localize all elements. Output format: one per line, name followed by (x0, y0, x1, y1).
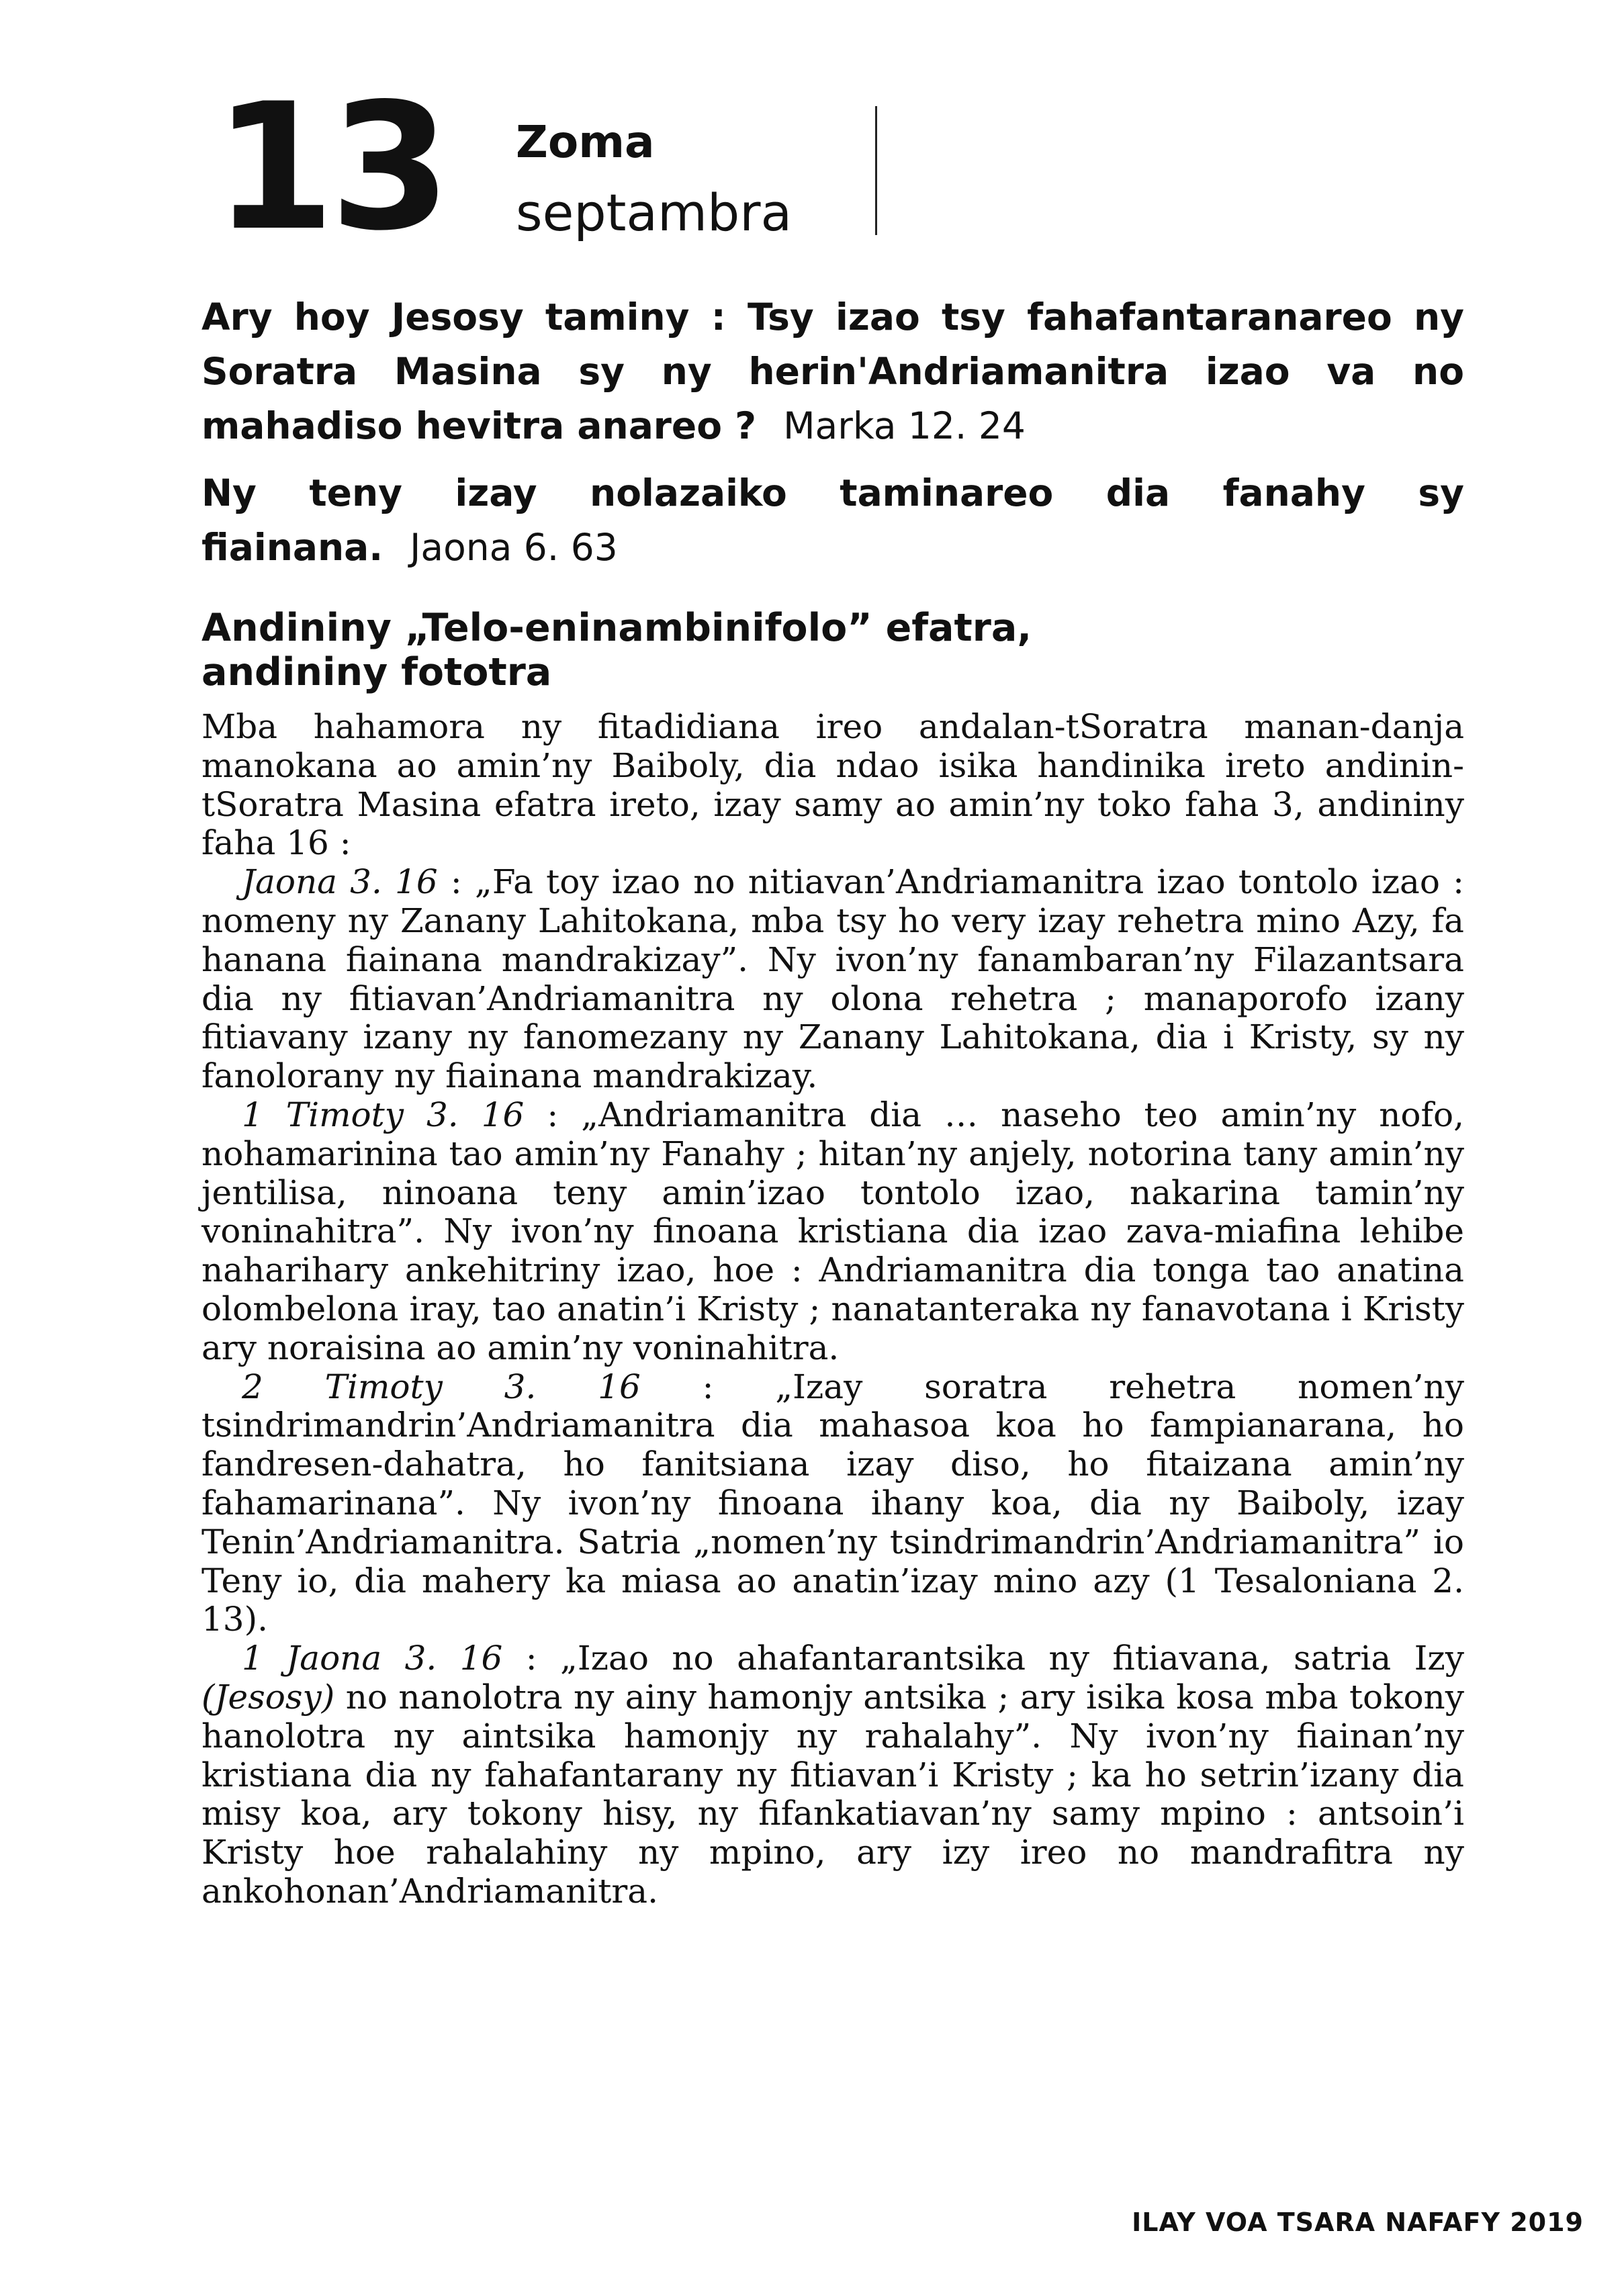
header-divider (875, 106, 877, 235)
paragraph-text: : „Andriamanitra dia … naseho teo amin’ny nofo, nohamarinina tao amin’ny Fanahy ; hitan’ny anjely, notorina tany amin’ny jentilisa, ninoana teny amin’izao tontolo izao, nakarina tamin’ny voninahitra”. Ny ivon’ny finoana kristiana dia izao zava-miafina lehibe naharihary ankehitriny izao, hoe : Andriamanitra dia tonga tao anatina olombelona iray, tao anatin’i Kristy ; nanatanteraka ny fanavotana i Kristy ary noraisina ao amin’ny voninahitra. (201, 1095, 1465, 1367)
verse-2 (201, 466, 1464, 575)
publication-footer: ILAY VOA TSARA NAFAFY 2019 (1132, 2208, 1584, 2237)
scripture-reference: 1 Timoty 3. 16 (242, 1095, 525, 1134)
day-name: Zoma (516, 116, 655, 168)
paragraph-text: : „Izao no ahafantarantsika ny fitiavana, satria Izy (502, 1639, 1464, 1678)
month-name: septambra (516, 183, 793, 242)
paragraph-text: : „Izay soratra rehetra nomen’ny tsindrimandrin’Andriamanitra dia mahasoa koa ho fampianarana, ho fandresen-dahatra, ho fanitsiana izay diso, ho fitaizana amin’ny fahamarinana”. Ny ivon’ny finoana ihany koa, dia ny Baiboly, izay Tenin’Andriamanitra. Satria „nomen’ny tsindrimandrin’Andriamanitra” io Teny io, dia mahery ka miasa ao anatin’izay mino azy (1 Tesaloniana 2. 13). (201, 1367, 1464, 1639)
article-heading (201, 606, 1464, 694)
scripture-reference: 2 Timoty 3. 16 (242, 1367, 641, 1406)
article-heading-line-1: Andininy „Telo-eninambinifolo” efatra, (201, 606, 1032, 650)
verse-2-reference: Jaona 6. 63 (410, 526, 618, 569)
paragraph-italic-text: (Jesosy) (201, 1677, 335, 1717)
article-body (201, 708, 1464, 1911)
paragraph-text: : „Fa toy izao no nitiavan’Andriamanitra izao tontolo izao : nomeny ny Zanany Lahitokana, mba tsy ho very izay rehetra mino Azy, fa hanana fiainana mandrakizay”. Ny ivon’ny fanambaran’ny Filazantsara dia ny fitiavan’Andriamanitra ny olona rehetra ; manaporofo izany fitiavany izany ny fanomezany ny Zanany Lahitokana, dia i Kristy, sy ny fanolorany ny fiainana mandrakizay. (201, 862, 1464, 1096)
verse-1 (201, 290, 1464, 453)
verse-1-text: Ary hoy Jesosy taminy : Tsy izao tsy fahafantaranareo ny Soratra Masina sy ny herin'Andriamanitra izao va no mahadiso hevitra anareo ? (201, 295, 1464, 447)
article-paragraph (201, 1639, 1464, 1911)
article-intro: Mba hahamora ny fitadidiana ireo andalan-tSoratra manan-danja manokana ao amin’ny Baiboly, dia ndao isika handinika ireto andinin-tSoratra Masina efatra ireto, izay samy ao amin’ny toko faha 3, andininy faha 16 : (201, 707, 1464, 863)
article-paragraph (201, 1368, 1464, 1640)
paragraph-text: no nanolotra ny ainy hamonjy antsika ; ary isika kosa mba tokony hanolotra ny aintsika hamonjy ny rahalahy”. Ny ivon’ny fiainan’ny kristiana dia ny fahafantarany ny fitiavan’i Kristy ; ka ho setrin’izany dia misy koa, ary tokony hisy, ny fifankatiavan’ny samy mpino : antsoin’i Kristy hoe rahalahiny ny mpino, ary izy ireo no mandrafitra ny ankohonan’Andriamanitra. (201, 1677, 1464, 1911)
article-heading-line-2: andininy fototra (201, 650, 552, 694)
article-paragraph (201, 1096, 1464, 1368)
scripture-reference: Jaona 3. 16 (242, 862, 438, 902)
verse-2-text: Ny teny izay nolazaiko taminareo dia fanahy sy fiainana. (201, 471, 1464, 569)
article-paragraph (201, 863, 1464, 1096)
verse-1-reference: Marka 12. 24 (783, 404, 1026, 447)
scripture-reference: 1 Jaona 3. 16 (242, 1639, 503, 1678)
day-number: 13 (214, 66, 446, 269)
